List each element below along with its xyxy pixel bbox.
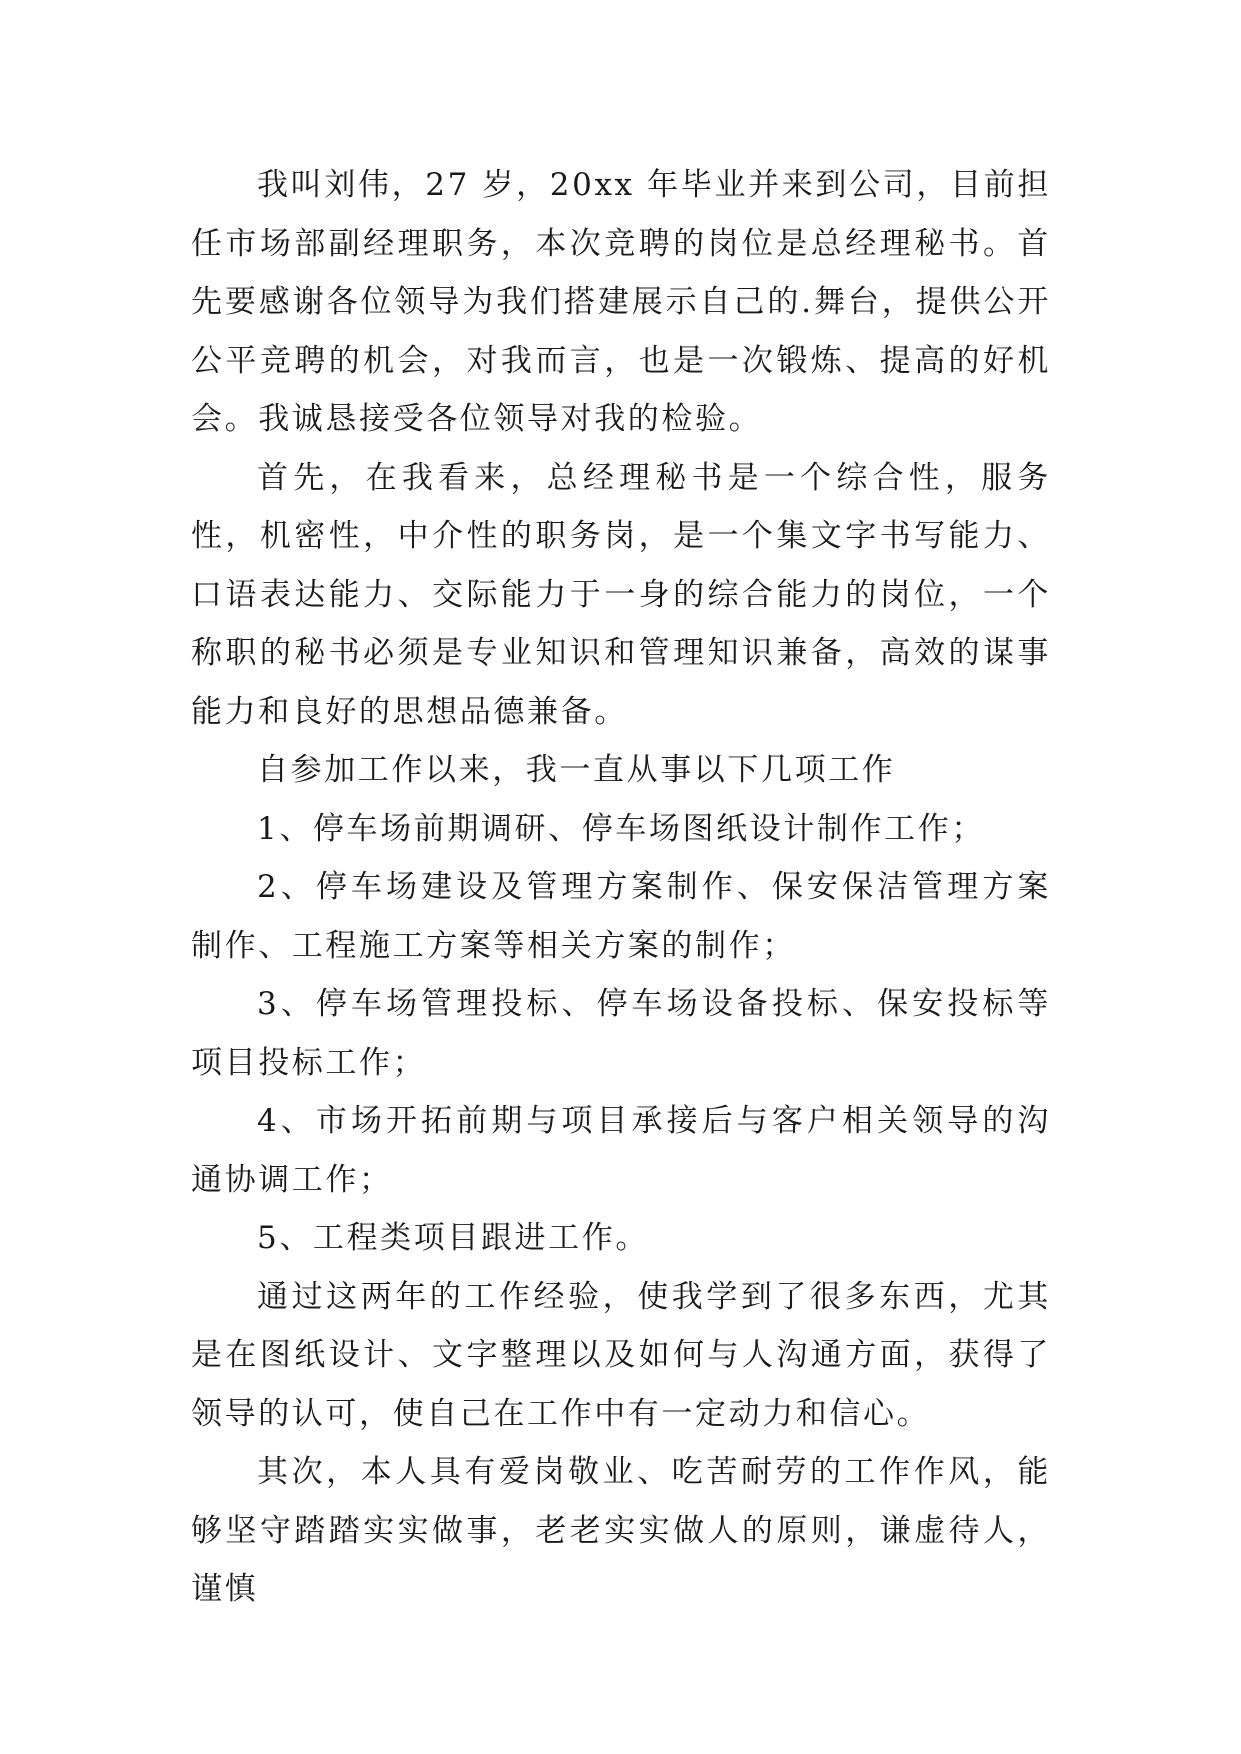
paragraph-introduction: 我叫刘伟，27 岁，20xx 年毕业并来到公司，目前担任市场部副经理职务，本次竞聘的岗位是总经理秘书。首先要感谢各位领导为我们搭建展示自己的.舞台，提供公开公平竞聘的机会，对我而言，也是一次锻炼、提高的好机会。我诚恳接受各位领导对我的检验。: [191, 167, 1051, 437]
list-item-3: 3、停车场管理投标、停车场设备投标、保安投标等项目投标工作；: [191, 986, 1051, 1081]
list-item-4: 4、市场开拓前期与项目承接后与客户相关领导的沟通协调工作；: [191, 1103, 1051, 1198]
paragraph-experience: 通过这两年的工作经验，使我学到了很多东西，尤其是在图纸设计、文字整理以及如何与人沟通方面，获得了领导的认可，使自己在工作中有一定动力和信心。: [191, 1278, 1051, 1432]
list-item-1: 1、停车场前期调研、停车场图纸设计制作工作；: [257, 810, 985, 847]
paragraph-work-ethic: 其次，本人具有爱岗敬业、吃苦耐劳的工作作风，能够坚守踏踏实实做事，老老实实做人的原则，谦虚待人，谨慎: [191, 1454, 1051, 1607]
paragraph-secretary-role: 首先，在我看来，总经理秘书是一个综合性，服务性，机密性，中介性的职务岗，是一个集文字书写能力、口语表达能力、交际能力于一身的综合能力的岗位，一个称职的秘书必须是专业知识和管理知识兼备，高效的谋事能力和良好的思想品德兼备。: [191, 459, 1051, 730]
document-body: [191, 156, 1051, 1619]
paragraph-work-intro: 自参加工作以来，我一直从事以下几项工作: [257, 752, 896, 788]
list-item-2: 2、停车场建设及管理方案制作、保安保洁管理方案制作、工程施工方案等相关方案的制作；: [191, 869, 1051, 964]
list-item-5: 5、工程类项目跟进工作。: [257, 1220, 649, 1256]
